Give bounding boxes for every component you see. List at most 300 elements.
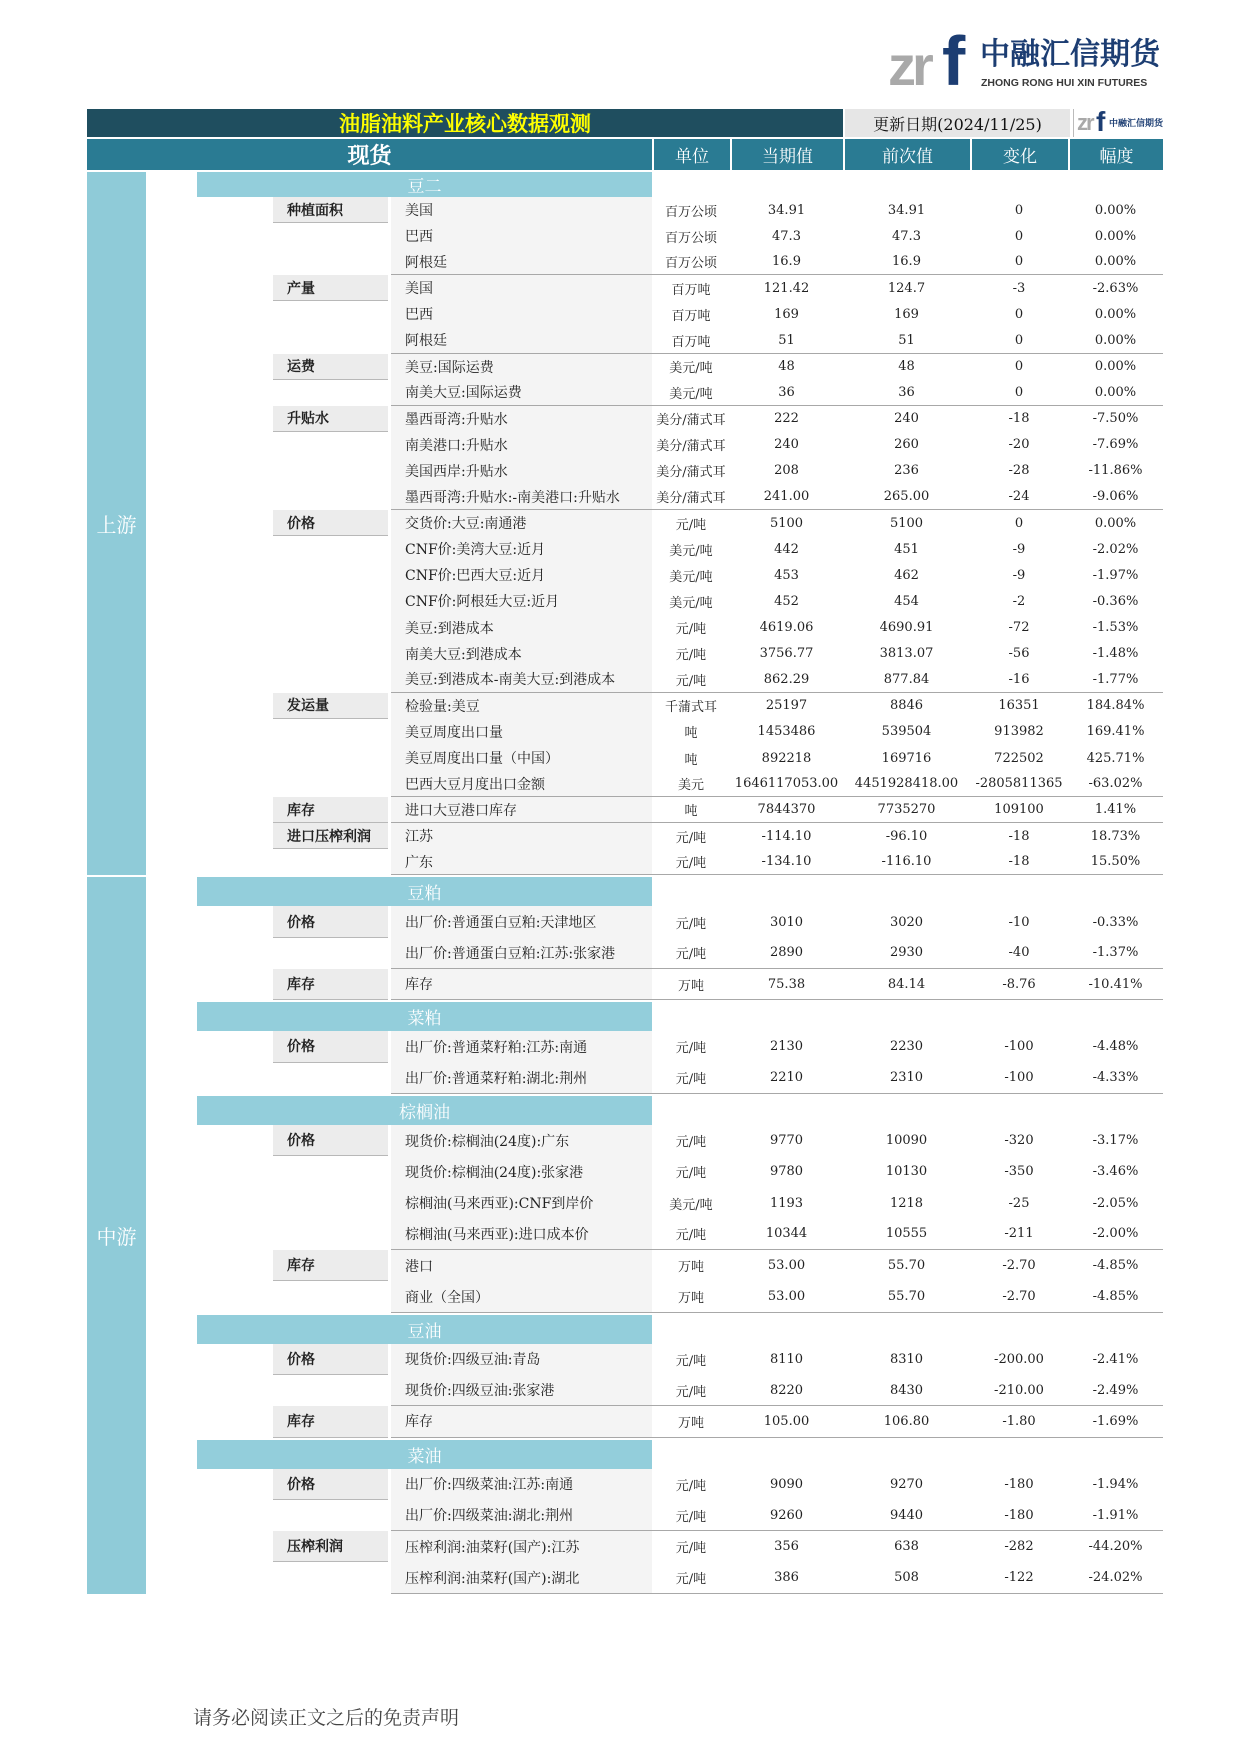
- row-previous: 1218: [889, 1195, 924, 1211]
- product-header: 豆油: [197, 1315, 652, 1344]
- row-indent: [197, 1156, 273, 1187]
- table-row: [197, 797, 1163, 823]
- row-item: 商业（全国）: [391, 1281, 652, 1312]
- row-unit: 美元/吨: [652, 380, 730, 406]
- table-row: [197, 484, 1163, 510]
- table-row: [197, 667, 1163, 693]
- row-pct: 0.00%: [1094, 515, 1137, 531]
- table-row: [197, 1156, 1163, 1187]
- row-indent: [197, 562, 273, 588]
- row-previous: 638: [894, 1539, 919, 1555]
- row-indent: [197, 849, 273, 875]
- row-item: 压榨利润:油菜籽(国产):江苏: [391, 1531, 652, 1562]
- row-pct: 18.73%: [1090, 828, 1141, 844]
- row-pct: 425.71%: [1086, 750, 1145, 766]
- row-item: 棕榈油(马来西亚):CNF到岸价: [391, 1188, 652, 1219]
- row-unit: 元/吨: [675, 1041, 707, 1057]
- product-block: [197, 1096, 1163, 1313]
- row-unit: 元/吨: [652, 1063, 730, 1094]
- row-change: 0: [1014, 228, 1024, 244]
- logo-name-cn: 中融汇信期货: [980, 38, 1160, 71]
- row-pct: 0.00%: [1094, 228, 1137, 244]
- row-indent: [197, 327, 273, 353]
- row-item: 广东: [391, 849, 652, 875]
- row-pct: -4.48%: [1092, 1039, 1139, 1055]
- row-item: 现货价:四级豆油:青岛: [391, 1344, 652, 1375]
- row-change: -2.70: [1002, 1258, 1036, 1274]
- row-current: 240: [774, 437, 799, 453]
- group-label-empty: [273, 615, 388, 641]
- row-current: 8220: [730, 1375, 843, 1406]
- row-previous: 508: [843, 1562, 970, 1593]
- row-change: -210.00: [970, 1375, 1068, 1406]
- row-pct: -0.33%: [1092, 914, 1139, 930]
- row-previous: 8310: [889, 1351, 924, 1367]
- row-previous: 877.84: [843, 667, 970, 693]
- section-upstream: [87, 172, 1163, 875]
- row-pct: -1.97%: [1092, 567, 1139, 583]
- row-unit: 千蒲式耳: [664, 700, 717, 716]
- row-change: -72: [1008, 620, 1030, 636]
- row-pct: -2.00%: [1068, 1219, 1163, 1250]
- row-change: 0: [1014, 359, 1024, 375]
- table-row: [197, 510, 1163, 536]
- table-row: [197, 1281, 1163, 1312]
- row-unit: 吨: [652, 797, 730, 823]
- row-indent: [197, 615, 273, 641]
- row-unit: 百万公顷: [664, 204, 717, 220]
- row-item: 阿根廷: [391, 249, 652, 275]
- row-current: 9780: [769, 1164, 804, 1180]
- row-previous: 34.91: [887, 202, 926, 218]
- product-block: [197, 877, 1163, 1000]
- group-label: 库存: [273, 969, 388, 1000]
- row-previous: 260: [894, 437, 919, 453]
- row-item: 墨西哥湾:升贴水: [391, 406, 652, 432]
- row-indent: [197, 719, 273, 745]
- row-indent: [197, 797, 273, 823]
- row-unit: 美分/蒲式耳: [652, 484, 730, 510]
- row-previous: 16.9: [843, 249, 970, 275]
- row-current: 862.29: [730, 667, 843, 693]
- table-row: [197, 562, 1163, 588]
- table-row: [197, 406, 1163, 432]
- group-label-empty: [273, 667, 388, 693]
- row-indent: [197, 1281, 273, 1312]
- row-current: 3756.77: [759, 646, 814, 662]
- row-pct: -2.63%: [1092, 280, 1139, 296]
- row-unit: 元/吨: [675, 622, 707, 638]
- row-change: -18: [1008, 828, 1030, 844]
- row-previous: 2310: [843, 1063, 970, 1094]
- table-row: [197, 615, 1163, 641]
- row-current: 10344: [730, 1219, 843, 1250]
- row-unit: 美元/吨: [669, 1197, 713, 1213]
- table-row: [197, 1562, 1163, 1593]
- table-row: [197, 969, 1163, 1000]
- row-indent: [197, 536, 273, 562]
- row-pct: -2.41%: [1092, 1351, 1139, 1367]
- group-label: 价格: [273, 1344, 388, 1375]
- table-row: [197, 745, 1163, 771]
- row-item: 出厂价:普通菜籽粕:湖北:荆州: [391, 1063, 652, 1094]
- header-previous: 前次值: [845, 139, 970, 170]
- row-indent: [197, 301, 273, 327]
- row-previous: 240: [894, 411, 919, 427]
- group-label-empty: [273, 327, 388, 353]
- table-row: [197, 1500, 1163, 1531]
- group-label: 库存: [273, 1406, 388, 1437]
- table-row: [197, 906, 1163, 937]
- group-label: 价格: [273, 1469, 388, 1500]
- row-previous: -116.10: [843, 849, 970, 875]
- row-change: -211: [970, 1219, 1068, 1250]
- row-pct: 15.50%: [1068, 849, 1163, 875]
- row-indent: [197, 510, 273, 536]
- mini-logo-mark-zr: zr: [1077, 110, 1093, 135]
- row-item: 现货价:棕榈油(24度):张家港: [391, 1156, 652, 1187]
- row-current: 892218: [761, 750, 812, 766]
- row-change: 0: [1014, 202, 1024, 218]
- table-row: [197, 432, 1163, 458]
- group-label: 升贴水: [273, 406, 388, 432]
- mini-logo-name: 中融汇信期货: [1109, 118, 1163, 128]
- row-previous: 84.14: [843, 969, 970, 1000]
- row-change: -25: [1008, 1195, 1030, 1211]
- row-pct: -1.91%: [1068, 1500, 1163, 1531]
- row-previous: 9270: [889, 1476, 924, 1492]
- row-unit: 美元/吨: [669, 595, 713, 611]
- row-previous: 169716: [881, 750, 932, 766]
- row-current: -134.10: [730, 849, 843, 875]
- row-change: -10: [1008, 914, 1030, 930]
- row-indent: [197, 906, 273, 937]
- row-pct: 169.41%: [1086, 724, 1145, 740]
- row-current: 9090: [769, 1476, 804, 1492]
- table-row: [197, 1063, 1163, 1094]
- row-unit: 元/吨: [652, 849, 730, 875]
- row-item: 美豆:到港成本-南美大豆:到港成本: [391, 667, 652, 693]
- table-row: [197, 458, 1163, 484]
- row-unit: 元/吨: [652, 1219, 730, 1250]
- row-indent: [197, 1125, 273, 1156]
- product-header: 菜粕: [197, 1002, 652, 1031]
- group-label-empty: [273, 1063, 388, 1094]
- table-row: [197, 223, 1163, 249]
- row-unit: 元/吨: [675, 1135, 707, 1151]
- title-row: [87, 109, 1163, 137]
- group-label-empty: [273, 849, 388, 875]
- table-row: [197, 1531, 1163, 1562]
- row-indent: [197, 588, 273, 614]
- row-indent: [197, 1031, 273, 1062]
- row-unit: 元/吨: [675, 648, 707, 664]
- row-pct: -1.48%: [1092, 646, 1139, 662]
- row-pct: -44.20%: [1088, 1539, 1143, 1555]
- section-spacer: [146, 172, 197, 875]
- row-item: CNF价:阿根廷大豆:近月: [391, 588, 652, 614]
- row-unit: 元/吨: [652, 938, 730, 969]
- row-pct: -2.02%: [1092, 541, 1139, 557]
- row-item: 出厂价:普通菜籽粕:江苏:南通: [391, 1031, 652, 1062]
- row-indent: [197, 458, 273, 484]
- group-label-empty: [273, 771, 388, 797]
- row-item: 美国: [391, 275, 652, 301]
- row-item: 美国西岸:升贴水: [391, 458, 652, 484]
- row-current: 75.38: [730, 969, 843, 1000]
- row-item: 压榨利润:油菜籽(国产):湖北: [391, 1562, 652, 1593]
- row-item: 巴西: [391, 223, 652, 249]
- product-header: 豆粕: [197, 877, 652, 906]
- group-label: 库存: [273, 797, 388, 823]
- group-label-empty: [273, 1156, 388, 1187]
- group-label-empty: [273, 588, 388, 614]
- row-unit: 百万吨: [671, 308, 711, 324]
- group-label: 进口压榨利润: [273, 823, 388, 849]
- row-unit: 美分/蒲式耳: [656, 465, 726, 481]
- row-pct: -11.86%: [1088, 463, 1143, 479]
- group-label-empty: [273, 1281, 388, 1312]
- table-row: [197, 1125, 1163, 1156]
- table-row: [197, 354, 1163, 380]
- table-row: [197, 938, 1163, 969]
- row-previous: 55.70: [887, 1258, 926, 1274]
- row-item: 出厂价:普通蛋白豆粕:天津地区: [391, 906, 652, 937]
- row-previous: 462: [894, 567, 919, 583]
- row-previous: 2230: [889, 1039, 924, 1055]
- table-row: [197, 771, 1163, 797]
- product-block: [197, 1315, 1163, 1438]
- logo-name-en: ZHONG RONG HUI XIN FUTURES: [981, 77, 1148, 89]
- group-label-empty: [273, 1375, 388, 1406]
- row-unit: 万吨: [677, 1260, 704, 1276]
- row-indent: [197, 1344, 273, 1375]
- section-label: 上游: [87, 172, 146, 875]
- row-previous: 48: [898, 359, 915, 375]
- table-row: [197, 719, 1163, 745]
- section-spacer: [146, 877, 197, 1593]
- group-label: 运费: [273, 354, 388, 380]
- row-previous: 10090: [885, 1133, 928, 1149]
- row-change: 0: [970, 249, 1068, 275]
- row-change: 0: [1014, 515, 1024, 531]
- header-current: 当期值: [732, 139, 843, 170]
- row-change: -40: [970, 938, 1068, 969]
- group-label-empty: [273, 641, 388, 667]
- row-pct: -24.02%: [1068, 1562, 1163, 1593]
- row-indent: [197, 275, 273, 301]
- table-row: [197, 1375, 1163, 1406]
- row-pct: -3.17%: [1092, 1133, 1139, 1149]
- row-pct: -1.37%: [1068, 938, 1163, 969]
- row-previous: 47.3: [892, 228, 921, 244]
- row-indent: [197, 1500, 273, 1531]
- table-row: [197, 536, 1163, 562]
- row-change: -2805811365: [970, 771, 1068, 797]
- product-list: [197, 172, 1163, 875]
- row-unit: 美分/蒲式耳: [656, 413, 726, 429]
- row-item: 美国: [391, 197, 652, 223]
- row-previous: 7735270: [843, 797, 970, 823]
- row-item: 墨西哥湾:升贴水:-南美港口:升贴水: [391, 484, 652, 510]
- row-current: 16.9: [730, 249, 843, 275]
- row-indent: [197, 1188, 273, 1219]
- table-row: [197, 275, 1163, 301]
- row-pct: -4.85%: [1092, 1258, 1139, 1274]
- row-item: 出厂价:四级菜油:江苏:南通: [391, 1469, 652, 1500]
- mini-logo-mark-f: f: [1096, 109, 1106, 137]
- row-change: -122: [970, 1562, 1068, 1593]
- row-item: 美豆:国际运费: [391, 354, 652, 380]
- row-change: -9: [1012, 541, 1026, 557]
- row-item: 江苏: [391, 823, 652, 849]
- table-row: [197, 1406, 1163, 1437]
- row-change: -2: [1012, 593, 1026, 609]
- row-change: -282: [1004, 1539, 1034, 1555]
- report-title: 油脂油料产业核心数据观测: [87, 109, 843, 137]
- row-unit: 元/吨: [675, 1478, 707, 1494]
- row-current: 121.42: [763, 280, 810, 296]
- row-current: 1453486: [757, 724, 816, 740]
- row-change: 0: [1014, 306, 1024, 322]
- row-current: 105.00: [730, 1406, 843, 1437]
- row-unit: 美元: [652, 771, 730, 797]
- row-change: -24: [970, 484, 1068, 510]
- row-change: -100: [1004, 1039, 1034, 1055]
- row-previous: 265.00: [843, 484, 970, 510]
- row-item: 进口大豆港口库存: [391, 797, 652, 823]
- row-previous: 8430: [843, 1375, 970, 1406]
- row-previous: 106.80: [843, 1406, 970, 1437]
- row-indent: [197, 823, 273, 849]
- table-header: [87, 139, 1163, 170]
- row-unit: 百万公顷: [664, 230, 717, 246]
- row-unit: 百万吨: [671, 282, 711, 298]
- header-spot: 现货: [87, 139, 652, 170]
- row-previous: 124.7: [887, 280, 926, 296]
- row-indent: [197, 354, 273, 380]
- group-label-empty: [273, 1500, 388, 1531]
- row-pct: 1.41%: [1068, 797, 1163, 823]
- row-unit: 元/吨: [675, 1541, 707, 1557]
- row-item: 美豆周度出口量: [391, 719, 652, 745]
- row-previous: 451: [894, 541, 919, 557]
- row-previous: 55.70: [843, 1281, 970, 1312]
- row-indent: [197, 1406, 273, 1437]
- row-item: 南美大豆:国际运费: [391, 380, 652, 406]
- row-unit: 万吨: [652, 969, 730, 1000]
- row-pct: 0.00%: [1094, 306, 1137, 322]
- group-label-empty: [273, 380, 388, 406]
- product-block: [197, 1002, 1163, 1094]
- row-pct: 0.00%: [1094, 202, 1137, 218]
- row-unit: 元/吨: [652, 1500, 730, 1531]
- row-change: -56: [1008, 646, 1030, 662]
- product-header: 菜油: [197, 1440, 652, 1469]
- group-label-empty: [273, 249, 388, 275]
- header-change: 变化: [972, 139, 1068, 170]
- row-previous: 51: [843, 327, 970, 353]
- row-previous: 539504: [881, 724, 932, 740]
- row-item: 出厂价:普通蛋白豆粕:江苏:张家港: [391, 938, 652, 969]
- row-current: 452: [774, 593, 799, 609]
- product-block: [197, 1440, 1163, 1594]
- row-indent: [197, 667, 273, 693]
- table-row: [197, 641, 1163, 667]
- table-body: [87, 172, 1163, 1594]
- group-label: 价格: [273, 906, 388, 937]
- row-unit: 元/吨: [652, 1375, 730, 1406]
- row-change: -100: [970, 1063, 1068, 1094]
- group-label: 产量: [273, 275, 388, 301]
- product-header: 豆二: [197, 172, 652, 197]
- row-previous: 2930: [843, 938, 970, 969]
- row-change: -320: [1004, 1133, 1034, 1149]
- row-current: 34.91: [767, 202, 806, 218]
- row-previous: 10130: [885, 1164, 928, 1180]
- row-previous: 3813.07: [879, 646, 934, 662]
- row-pct: 0.00%: [1068, 249, 1163, 275]
- row-indent: [197, 1063, 273, 1094]
- row-pct: -1.77%: [1068, 667, 1163, 693]
- group-label: 发运量: [273, 693, 388, 719]
- row-unit: 美元/吨: [669, 569, 713, 585]
- row-current: 47.3: [772, 228, 801, 244]
- row-indent: [197, 771, 273, 797]
- row-unit: 美分/蒲式耳: [656, 439, 726, 455]
- row-indent: [197, 745, 273, 771]
- row-unit: 元/吨: [675, 517, 707, 533]
- row-indent: [197, 432, 273, 458]
- group-label: 压榨利润: [273, 1531, 388, 1562]
- row-change: -8.76: [970, 969, 1068, 1000]
- table-row: [197, 849, 1163, 875]
- group-label: 种植面积: [273, 197, 388, 223]
- row-item: 阿根廷: [391, 327, 652, 353]
- row-pct: 184.84%: [1086, 698, 1145, 714]
- row-current: 51: [730, 327, 843, 353]
- row-current: 2130: [769, 1039, 804, 1055]
- header-pct: 幅度: [1070, 139, 1163, 170]
- row-item: 检验量:美豆: [391, 693, 652, 719]
- group-label-empty: [273, 223, 388, 249]
- row-unit: 万吨: [652, 1406, 730, 1437]
- row-indent: [197, 1531, 273, 1562]
- row-item: 巴西: [391, 301, 652, 327]
- product-list: [197, 877, 1163, 1593]
- table-row: [197, 1188, 1163, 1219]
- row-change: 913982: [994, 724, 1044, 740]
- table-row: [197, 1219, 1163, 1250]
- row-item: 南美港口:升贴水: [391, 432, 652, 458]
- row-previous: 236: [894, 463, 919, 479]
- group-label-empty: [273, 536, 388, 562]
- row-indent: [197, 197, 273, 223]
- company-logo: [888, 22, 1163, 100]
- row-item: 港口: [391, 1250, 652, 1281]
- update-date: 更新日期(2024/11/25): [845, 109, 1070, 137]
- group-label-empty: [273, 1219, 388, 1250]
- row-change: -2.70: [970, 1281, 1068, 1312]
- row-current: 442: [774, 541, 799, 557]
- table-row: [197, 249, 1163, 275]
- row-indent: [197, 938, 273, 969]
- row-previous: 4451928418.00: [843, 771, 970, 797]
- table-row: [197, 588, 1163, 614]
- row-pct: 0.00%: [1068, 380, 1163, 406]
- row-previous: 36: [843, 380, 970, 406]
- row-current: 48: [778, 359, 795, 375]
